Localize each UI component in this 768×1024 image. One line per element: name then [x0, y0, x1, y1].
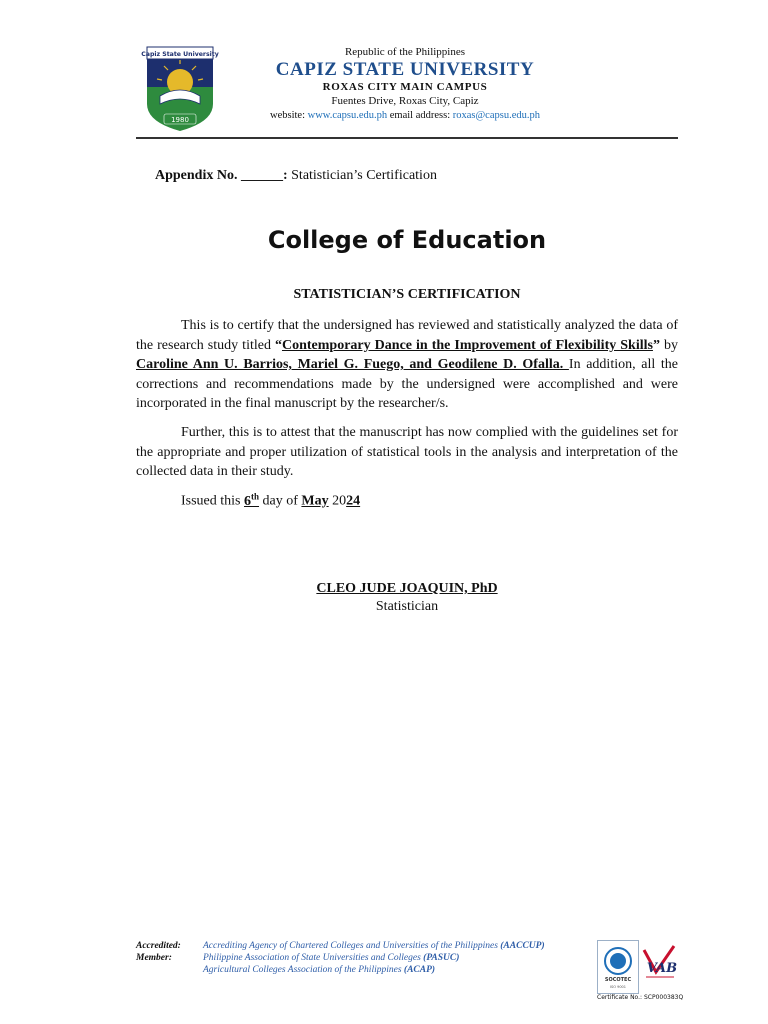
signatory-role: Statistician: [375, 599, 439, 614]
letterhead: [240, 46, 570, 123]
svg-text:ISO 9001: ISO 9001: [609, 985, 627, 989]
issued-year-suffix: 24: [346, 493, 361, 509]
close-quote: ”: [652, 337, 660, 353]
republic-line: Republic of the Philippines: [344, 46, 466, 58]
p1-by: by: [659, 337, 678, 353]
appendix-title: Statistician’s Certification: [287, 168, 437, 183]
university-name: CAPIZ STATE UNIVERSITY: [275, 59, 535, 80]
vab-accreditation-logo: [640, 942, 680, 992]
org-acap: Agricultural Colleges Association of the Philippines (ACAP): [203, 965, 436, 975]
study-authors: Caroline Ann U. Barrios, Mariel G. Fuego, and Geodilene D. Ofalla.: [136, 357, 569, 372]
logo-year: 1980: [171, 116, 189, 124]
campus-address: Fuentes Drive, Roxas City, Capiz: [331, 95, 479, 107]
issued-month: May: [301, 493, 329, 509]
member-label: Member:: [136, 953, 172, 963]
certification-paragraph-2: Further, this is to attest that the manuscript has now complied with the guidelines set for the appropriate and proper utilization of statistical tools in the analysis and interpretation of the collected data in their study.: [136, 425, 678, 479]
open-quote: “: [274, 337, 282, 353]
appendix-line: [155, 168, 437, 184]
accredited-label: Accredited:: [136, 941, 181, 951]
issued-year-prefix: 20: [328, 493, 347, 509]
issued-mid: day of: [259, 493, 302, 509]
svg-text:SOCOTEC: SOCOTEC: [604, 977, 632, 983]
p1-rest: In addition, all the corrections and recommendations made by the undersigned were accomplished and were incorporated in the final manuscript by the researcher/s.: [136, 357, 678, 411]
signatory-name: CLEO JUDE JOAQUIN, PhD: [316, 581, 498, 596]
website-link[interactable]: www.capsu.edu.ph: [307, 110, 388, 121]
signature-block: [136, 580, 678, 616]
college-title: College of Education: [267, 226, 547, 254]
certification-paragraph-1: [136, 316, 678, 414]
issued-day: 6th: [244, 491, 260, 509]
website-label: website:: [270, 110, 305, 121]
logo-text: Capiz State University: [141, 51, 219, 58]
issued-line: [181, 491, 360, 510]
email-label: email address:: [389, 110, 451, 121]
email-link[interactable]: roxas@capsu.edu.ph: [452, 110, 540, 121]
contact-line: [240, 108, 570, 123]
campus-name: ROXAS CITY MAIN CAMPUS: [322, 81, 488, 93]
issued-prefix: Issued this: [181, 493, 244, 509]
appendix-label: Appendix No. ______:: [155, 168, 288, 183]
header-divider: [136, 137, 678, 139]
p1-intro: This is to certify that the undersigned has reviewed and statistically analyzed the data of the research study titled: [136, 318, 678, 353]
org-pasuc: Philippine Association of State Universities and Colleges (PASUC): [203, 953, 460, 963]
svg-text:VAB: VAB: [646, 961, 678, 976]
org-aaccup: Accrediting Agency of Chartered Colleges and Universities of the Philippines (AACCUP): [203, 941, 545, 951]
certification-title: STATISTICIAN’S CERTIFICATION: [293, 287, 521, 302]
certificate-number: Certificate No.: SCP000383Q: [597, 994, 684, 1001]
university-seal-logo: [141, 46, 219, 132]
socotec-certification-logo: [597, 940, 639, 994]
study-title: Contemporary Dance in the Improvement of Flexibility Skills: [281, 337, 653, 353]
